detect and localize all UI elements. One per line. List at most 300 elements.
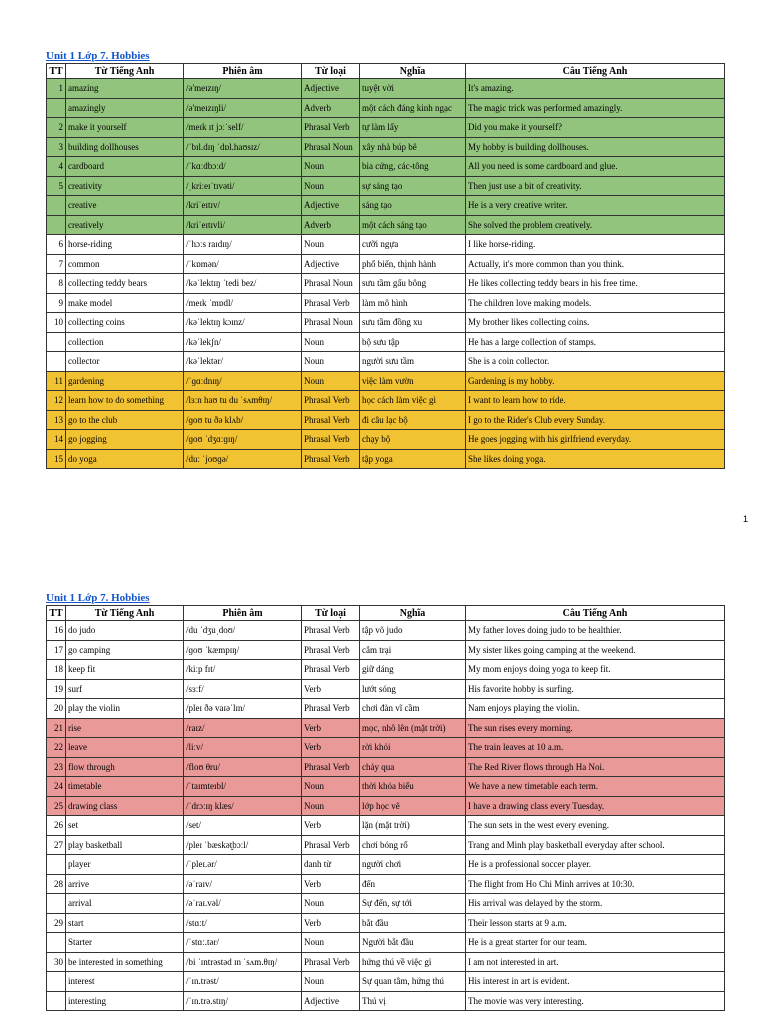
cell-sentence: His favorite hobby is surfing. xyxy=(466,679,725,699)
cell-meaning: lướt sóng xyxy=(360,679,466,699)
cell-sentence: The children love making models. xyxy=(466,293,725,313)
table-header-row xyxy=(47,64,725,79)
cell-ipa: /kriˈeɪtɪv/ xyxy=(184,196,302,216)
cell-word: go to the club xyxy=(66,410,184,430)
cell-tt: 21 xyxy=(47,718,66,738)
table-row xyxy=(47,254,725,274)
cell-ipa: /ˈtaɪmteɪbl/ xyxy=(184,777,302,797)
table-row xyxy=(47,176,725,196)
cell-meaning: cắm trại xyxy=(360,640,466,660)
table-row xyxy=(47,313,725,333)
cell-tt: 5 xyxy=(47,176,66,196)
cell-pos: Adjective xyxy=(302,196,360,216)
table-row xyxy=(47,699,725,719)
table-header-row xyxy=(47,606,725,621)
cell-word: surf xyxy=(66,679,184,699)
cell-ipa: /bi ˈɪntrəstəd ɪn ˈsʌm.θɪŋ/ xyxy=(184,952,302,972)
table-row xyxy=(47,972,725,992)
cell-tt xyxy=(47,196,66,216)
cell-word: play basketball xyxy=(66,835,184,855)
cell-tt: 16 xyxy=(47,621,66,641)
cell-pos: Phrasal Verb xyxy=(302,699,360,719)
cell-ipa: /ˈdrɔːɪŋ klæs/ xyxy=(184,796,302,816)
cell-pos: Noun xyxy=(302,332,360,352)
cell-sentence: Their lesson starts at 9 a.m. xyxy=(466,913,725,933)
cell-word: gardening xyxy=(66,371,184,391)
cell-meaning: mọc, nhô lên (mặt trời) xyxy=(360,718,466,738)
cell-tt: 24 xyxy=(47,777,66,797)
cell-tt: 8 xyxy=(47,274,66,294)
cell-ipa: /floʊ θru/ xyxy=(184,757,302,777)
cell-meaning: học cách làm việc gì xyxy=(360,391,466,411)
cell-ipa: /ɡoʊ ˈdʒɑːɡɪŋ/ xyxy=(184,430,302,450)
vocabulary-table xyxy=(46,605,725,1011)
header-sentence: Câu Tiếng Anh xyxy=(466,606,725,621)
cell-pos: Noun xyxy=(302,933,360,953)
cell-meaning: hứng thú về việc gì xyxy=(360,952,466,972)
cell-meaning: bìa cứng, các-tông xyxy=(360,157,466,177)
cell-meaning: tập võ judo xyxy=(360,621,466,641)
cell-ipa: /ˈpleɪ.ər/ xyxy=(184,855,302,875)
cell-ipa: /meɪk ɪt jɔːˈself/ xyxy=(184,118,302,138)
table-row xyxy=(47,449,725,469)
table-row xyxy=(47,215,725,235)
cell-sentence: All you need is some cardboard and glue. xyxy=(466,157,725,177)
cell-sentence: Trang and Minh play basketball everyday after school. xyxy=(466,835,725,855)
cell-ipa: /ə'meɪzɪŋli/ xyxy=(184,98,302,118)
cell-tt xyxy=(47,98,66,118)
cell-ipa: /ˈkɒmən/ xyxy=(184,254,302,274)
cell-meaning: người sưu tầm xyxy=(360,352,466,372)
cell-ipa: /ˌkriːeɪˈtɪvəti/ xyxy=(184,176,302,196)
cell-word: go camping xyxy=(66,640,184,660)
cell-meaning: giữ dáng xyxy=(360,660,466,680)
cell-tt: 7 xyxy=(47,254,66,274)
cell-word: cardboard xyxy=(66,157,184,177)
cell-ipa: /lɜːn haʊ tu du ˈsʌmθɪŋ/ xyxy=(184,391,302,411)
cell-meaning: phổ biến, thịnh hành xyxy=(360,254,466,274)
cell-pos: Adjective xyxy=(302,991,360,1011)
cell-sentence: The train leaves at 10 a.m. xyxy=(466,738,725,758)
cell-sentence: He is a professional soccer player. xyxy=(466,855,725,875)
table-row xyxy=(47,738,725,758)
cell-word: interesting xyxy=(66,991,184,1011)
table-row xyxy=(47,235,725,255)
cell-meaning: chơi bóng rổ xyxy=(360,835,466,855)
cell-word: arrive xyxy=(66,874,184,894)
cell-meaning: tự làm lấy xyxy=(360,118,466,138)
cell-pos: Verb xyxy=(302,738,360,758)
cell-tt: 29 xyxy=(47,913,66,933)
cell-word: common xyxy=(66,254,184,274)
table-row xyxy=(47,718,725,738)
cell-word: make it yourself xyxy=(66,118,184,138)
cell-ipa: /raɪz/ xyxy=(184,718,302,738)
cell-pos: Noun xyxy=(302,972,360,992)
cell-sentence: The flight from Ho Chi Minh arrives at 10:30. xyxy=(466,874,725,894)
cell-sentence: I am not interested in art. xyxy=(466,952,725,972)
cell-sentence: My sister likes going camping at the weekend. xyxy=(466,640,725,660)
table-row xyxy=(47,894,725,914)
cell-meaning: sưu tầm gấu bông xyxy=(360,274,466,294)
cell-sentence: I go to the Rider's Club every Sunday. xyxy=(466,410,725,430)
vocabulary-table xyxy=(46,63,725,469)
cell-pos: Phrasal Verb xyxy=(302,660,360,680)
cell-word: collector xyxy=(66,352,184,372)
cell-tt xyxy=(47,332,66,352)
cell-ipa: /ˈstɑː.tər/ xyxy=(184,933,302,953)
cell-ipa: /ˈhɔːs raɪdɪŋ/ xyxy=(184,235,302,255)
cell-word: be interested in something xyxy=(66,952,184,972)
cell-tt: 15 xyxy=(47,449,66,469)
cell-sentence: He likes collecting teddy bears in his free time. xyxy=(466,274,725,294)
table-row xyxy=(47,157,725,177)
cell-ipa: /ə'meɪzɪŋ/ xyxy=(184,79,302,99)
cell-meaning: sáng tạo xyxy=(360,196,466,216)
cell-meaning: chạy bộ xyxy=(360,430,466,450)
header-pos: Từ loại xyxy=(302,64,360,79)
cell-ipa: /kəˈlektər/ xyxy=(184,352,302,372)
cell-tt: 4 xyxy=(47,157,66,177)
cell-word: start xyxy=(66,913,184,933)
cell-ipa: /set/ xyxy=(184,816,302,836)
cell-pos: Phrasal Verb xyxy=(302,410,360,430)
cell-ipa: /ˈɪn.trə.stɪŋ/ xyxy=(184,991,302,1011)
cell-word: learn how to do something xyxy=(66,391,184,411)
cell-sentence: My hobby is building dollhouses. xyxy=(466,137,725,157)
cell-sentence: The sun sets in the west every evening. xyxy=(466,816,725,836)
cell-meaning: Người bắt đầu xyxy=(360,933,466,953)
table-row xyxy=(47,757,725,777)
cell-meaning: Sự đến, sự tới xyxy=(360,894,466,914)
cell-tt xyxy=(47,894,66,914)
cell-sentence: The Red River flows through Ha Noi. xyxy=(466,757,725,777)
cell-word: drawing class xyxy=(66,796,184,816)
cell-sentence: Actually, it's more common than you think. xyxy=(466,254,725,274)
cell-ipa: /sɜːf/ xyxy=(184,679,302,699)
cell-pos: Noun xyxy=(302,894,360,914)
cell-meaning: tuyệt vời xyxy=(360,79,466,99)
cell-tt: 12 xyxy=(47,391,66,411)
cell-ipa: /ˈkɑːdbɔːd/ xyxy=(184,157,302,177)
cell-pos: Noun xyxy=(302,352,360,372)
cell-tt xyxy=(47,352,66,372)
cell-word: building dollhouses xyxy=(66,137,184,157)
page-2 xyxy=(46,592,724,1011)
cell-ipa: /əˈraɪv/ xyxy=(184,874,302,894)
cell-tt: 9 xyxy=(47,293,66,313)
cell-meaning: chơi đàn vĩ cầm xyxy=(360,699,466,719)
cell-pos: Noun xyxy=(302,796,360,816)
cell-sentence: She solved the problem creatively. xyxy=(466,215,725,235)
cell-word: go jogging xyxy=(66,430,184,450)
cell-word: player xyxy=(66,855,184,875)
cell-meaning: Thú vị xyxy=(360,991,466,1011)
cell-ipa: /ˈɡɑːdnɪŋ/ xyxy=(184,371,302,391)
cell-pos: Phrasal Verb xyxy=(302,118,360,138)
cell-meaning: tập yoga xyxy=(360,449,466,469)
cell-pos: Verb xyxy=(302,874,360,894)
table-row xyxy=(47,332,725,352)
table-row xyxy=(47,835,725,855)
page-number: 1 xyxy=(742,514,748,524)
cell-word: make model xyxy=(66,293,184,313)
cell-word: collecting coins xyxy=(66,313,184,333)
header-sentence: Câu Tiếng Anh xyxy=(466,64,725,79)
cell-meaning: Sự quan tâm, hứng thú xyxy=(360,972,466,992)
cell-sentence: I want to learn how to ride. xyxy=(466,391,725,411)
cell-tt: 27 xyxy=(47,835,66,855)
table-row xyxy=(47,410,725,430)
cell-tt xyxy=(47,991,66,1011)
cell-sentence: We have a new timetable each term. xyxy=(466,777,725,797)
cell-ipa: /kəˈlektɪŋ ˈtedi bez/ xyxy=(184,274,302,294)
cell-ipa: /kiːp fɪt/ xyxy=(184,660,302,680)
cell-word: creative xyxy=(66,196,184,216)
cell-ipa: /duː ˈjoʊɡə/ xyxy=(184,449,302,469)
cell-ipa: /stɑːt/ xyxy=(184,913,302,933)
table-row xyxy=(47,352,725,372)
cell-sentence: The movie was very interesting. xyxy=(466,991,725,1011)
cell-word: do yoga xyxy=(66,449,184,469)
table-row xyxy=(47,118,725,138)
table-row xyxy=(47,679,725,699)
cell-meaning: rời khỏi xyxy=(360,738,466,758)
cell-sentence: He goes jogging with his girlfriend everyday. xyxy=(466,430,725,450)
cell-meaning: lặn (mặt trời) xyxy=(360,816,466,836)
cell-meaning: xây nhà búp bê xyxy=(360,137,466,157)
table-row xyxy=(47,621,725,641)
table-row xyxy=(47,855,725,875)
cell-pos: Adverb xyxy=(302,98,360,118)
cell-word: Starter xyxy=(66,933,184,953)
cell-meaning: đến xyxy=(360,874,466,894)
cell-word: amazingly xyxy=(66,98,184,118)
cell-pos: Adjective xyxy=(302,254,360,274)
cell-sentence: Gardening is my hobby. xyxy=(466,371,725,391)
cell-sentence: She likes doing yoga. xyxy=(466,449,725,469)
header-ipa: Phiên âm xyxy=(184,64,302,79)
cell-pos: Noun xyxy=(302,235,360,255)
cell-pos: Noun xyxy=(302,157,360,177)
cell-tt: 28 xyxy=(47,874,66,894)
cell-meaning: sự sáng tạo xyxy=(360,176,466,196)
cell-pos: Phrasal Verb xyxy=(302,391,360,411)
table-row xyxy=(47,430,725,450)
cell-pos: Phrasal Verb xyxy=(302,621,360,641)
cell-ipa: /əˈraɪ.vəl/ xyxy=(184,894,302,914)
cell-sentence: My mom enjoys doing yoga to keep fit. xyxy=(466,660,725,680)
cell-meaning: một cách đáng kinh ngạc xyxy=(360,98,466,118)
cell-pos: Adjective xyxy=(302,79,360,99)
table-row xyxy=(47,274,725,294)
cell-word: keep fit xyxy=(66,660,184,680)
cell-pos: Verb xyxy=(302,816,360,836)
cell-ipa: /meɪk ˈmɒdl/ xyxy=(184,293,302,313)
table-row xyxy=(47,952,725,972)
header-pos: Từ loại xyxy=(302,606,360,621)
cell-tt xyxy=(47,972,66,992)
header-word: Từ Tiếng Anh xyxy=(66,64,184,79)
header-ipa: Phiên âm xyxy=(184,606,302,621)
cell-tt: 14 xyxy=(47,430,66,450)
cell-word: flow through xyxy=(66,757,184,777)
cell-pos: Phrasal Verb xyxy=(302,952,360,972)
table-row xyxy=(47,391,725,411)
cell-tt: 26 xyxy=(47,816,66,836)
cell-meaning: một cách sáng tạo xyxy=(360,215,466,235)
cell-sentence: The magic trick was performed amazingly. xyxy=(466,98,725,118)
table-row xyxy=(47,874,725,894)
cell-sentence: His arrival was delayed by the storm. xyxy=(466,894,725,914)
cell-tt: 13 xyxy=(47,410,66,430)
table-row xyxy=(47,816,725,836)
header-tt: TT xyxy=(47,64,66,79)
cell-sentence: Then just use a bit of creativity. xyxy=(466,176,725,196)
cell-ipa: /du ˈdʒuˌdoʊ/ xyxy=(184,621,302,641)
cell-tt xyxy=(47,855,66,875)
cell-pos: Phrasal Noun xyxy=(302,137,360,157)
cell-ipa: /liːv/ xyxy=(184,738,302,758)
cell-meaning: chảy qua xyxy=(360,757,466,777)
cell-pos: Phrasal Noun xyxy=(302,313,360,333)
table-body xyxy=(47,79,725,469)
cell-tt: 2 xyxy=(47,118,66,138)
cell-pos: Phrasal Verb xyxy=(302,757,360,777)
cell-meaning: thời khóa biểu xyxy=(360,777,466,797)
cell-sentence: His interest in art is evident. xyxy=(466,972,725,992)
cell-word: amazing xyxy=(66,79,184,99)
cell-pos: Noun xyxy=(302,777,360,797)
table-row xyxy=(47,293,725,313)
cell-tt: 1 xyxy=(47,79,66,99)
cell-sentence: My father loves doing judo to be healthier. xyxy=(466,621,725,641)
cell-meaning: bộ sưu tập xyxy=(360,332,466,352)
cell-ipa: /pleɪ ˈbæskət̬bɔːl/ xyxy=(184,835,302,855)
cell-word: leave xyxy=(66,738,184,758)
cell-tt: 3 xyxy=(47,137,66,157)
table-row xyxy=(47,796,725,816)
cell-sentence: He has a large collection of stamps. xyxy=(466,332,725,352)
cell-ipa: /ˈbɪl.dɪŋ ˈdɒl.haʊsɪz/ xyxy=(184,137,302,157)
cell-sentence: It's amazing. xyxy=(466,79,725,99)
cell-word: set xyxy=(66,816,184,836)
cell-tt: 20 xyxy=(47,699,66,719)
cell-sentence: The sun rises every morning. xyxy=(466,718,725,738)
cell-ipa: /kəˈlektɪŋ kɔɪnz/ xyxy=(184,313,302,333)
cell-tt: 23 xyxy=(47,757,66,777)
cell-meaning: cưỡi ngựa xyxy=(360,235,466,255)
table-row xyxy=(47,640,725,660)
table-row xyxy=(47,98,725,118)
cell-ipa: /ɡoʊ ˈkæmpɪŋ/ xyxy=(184,640,302,660)
unit-title[interactable]: Unit 1 Lớp 7. Hobbies xyxy=(46,50,150,62)
cell-sentence: He is a very creative writer. xyxy=(466,196,725,216)
cell-word: creatively xyxy=(66,215,184,235)
cell-ipa: /kriˈeɪtɪvli/ xyxy=(184,215,302,235)
cell-word: arrival xyxy=(66,894,184,914)
cell-tt xyxy=(47,215,66,235)
cell-pos: Verb xyxy=(302,718,360,738)
cell-pos: Phrasal Noun xyxy=(302,274,360,294)
table-row xyxy=(47,991,725,1011)
cell-meaning: đi câu lạc bộ xyxy=(360,410,466,430)
table-row xyxy=(47,196,725,216)
cell-word: do judo xyxy=(66,621,184,641)
cell-meaning: người chơi xyxy=(360,855,466,875)
cell-tt: 6 xyxy=(47,235,66,255)
cell-pos: danh từ xyxy=(302,855,360,875)
cell-pos: Phrasal Verb xyxy=(302,835,360,855)
cell-pos: Adverb xyxy=(302,215,360,235)
cell-word: interest xyxy=(66,972,184,992)
table-row xyxy=(47,79,725,99)
unit-title[interactable]: Unit 1 Lớp 7. Hobbies xyxy=(46,592,150,604)
cell-pos: Verb xyxy=(302,913,360,933)
cell-word: play the violin xyxy=(66,699,184,719)
table-row xyxy=(47,137,725,157)
cell-tt xyxy=(47,933,66,953)
cell-sentence: I have a drawing class every Tuesday. xyxy=(466,796,725,816)
cell-word: collecting teddy bears xyxy=(66,274,184,294)
cell-meaning: việc làm vườn xyxy=(360,371,466,391)
cell-word: creativity xyxy=(66,176,184,196)
cell-pos: Verb xyxy=(302,679,360,699)
cell-sentence: I like horse-riding. xyxy=(466,235,725,255)
cell-sentence: Nam enjoys playing the violin. xyxy=(466,699,725,719)
cell-pos: Phrasal Verb xyxy=(302,640,360,660)
cell-meaning: bắt đầu xyxy=(360,913,466,933)
cell-word: timetable xyxy=(66,777,184,797)
header-tt: TT xyxy=(47,606,66,621)
cell-word: rise xyxy=(66,718,184,738)
table-row xyxy=(47,371,725,391)
cell-tt: 25 xyxy=(47,796,66,816)
cell-tt: 11 xyxy=(47,371,66,391)
cell-tt: 10 xyxy=(47,313,66,333)
cell-sentence: He is a great starter for our team. xyxy=(466,933,725,953)
cell-word: collection xyxy=(66,332,184,352)
table-row xyxy=(47,660,725,680)
table-body xyxy=(47,621,725,1011)
page-1 xyxy=(46,50,724,469)
cell-pos: Noun xyxy=(302,176,360,196)
cell-meaning: lớp học vẽ xyxy=(360,796,466,816)
cell-pos: Phrasal Verb xyxy=(302,293,360,313)
table-row xyxy=(47,933,725,953)
table-row xyxy=(47,913,725,933)
cell-tt: 17 xyxy=(47,640,66,660)
cell-tt: 22 xyxy=(47,738,66,758)
cell-tt: 30 xyxy=(47,952,66,972)
cell-word: horse-riding xyxy=(66,235,184,255)
cell-pos: Phrasal Verb xyxy=(302,449,360,469)
table-row xyxy=(47,777,725,797)
header-meaning: Nghĩa xyxy=(360,64,466,79)
cell-meaning: làm mô hình xyxy=(360,293,466,313)
cell-tt: 19 xyxy=(47,679,66,699)
cell-ipa: /ɡoʊ tu ðə klʌb/ xyxy=(184,410,302,430)
cell-sentence: My brother likes collecting coins. xyxy=(466,313,725,333)
header-meaning: Nghĩa xyxy=(360,606,466,621)
cell-sentence: She is a coin collector. xyxy=(466,352,725,372)
cell-ipa: /pleɪ ðə vaɪəˈlɪn/ xyxy=(184,699,302,719)
header-word: Từ Tiếng Anh xyxy=(66,606,184,621)
cell-sentence: Did you make it yourself? xyxy=(466,118,725,138)
cell-tt: 18 xyxy=(47,660,66,680)
cell-meaning: sưu tầm đồng xu xyxy=(360,313,466,333)
cell-pos: Noun xyxy=(302,371,360,391)
